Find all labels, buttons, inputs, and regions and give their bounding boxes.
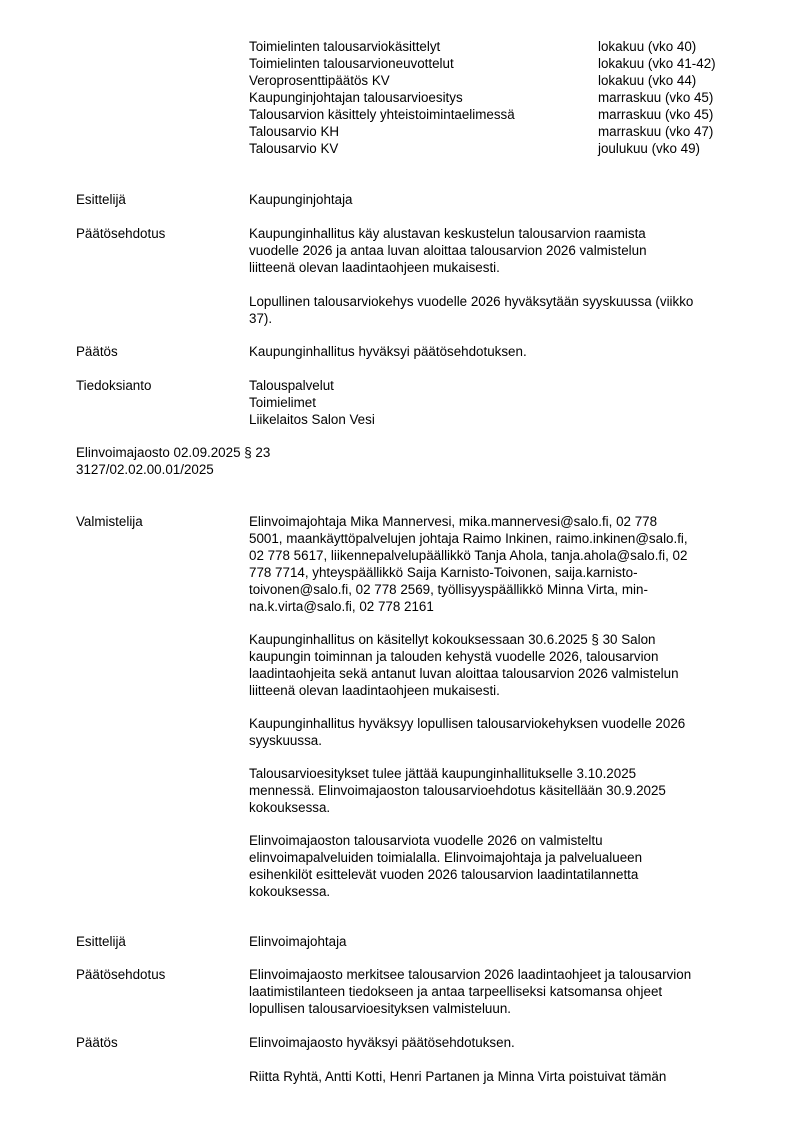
schedule-item: Veroprosenttipäätös KV: [249, 73, 390, 88]
schedule-time: marraskuu (vko 45): [598, 107, 714, 122]
schedule-time: marraskuu (vko 45): [598, 90, 714, 105]
paatosehdotus-line: Lopullinen talousarviokehys vuodelle 2026 hyväksytään syyskuussa (viikko: [249, 294, 694, 309]
esittelija-label: Esittelijä: [76, 192, 126, 207]
paragraph-line: kokouksessa.: [249, 800, 331, 815]
schedule-item: Talousarvion käsittely yhteistoimintaelimessä: [249, 107, 515, 122]
valmistelija-label: Valmistelija: [76, 514, 143, 529]
schedule-time: lokakuu (vko 41-42): [598, 56, 716, 71]
paragraph-line: Kaupunginhallitus on käsitellyt kokouksessaan 30.6.2025 § 30 Salon: [249, 632, 656, 647]
tiedoksianto-item: Toimielimet: [249, 395, 316, 410]
meeting-header: Elinvoimajaosto 02.09.2025 § 23: [76, 445, 271, 460]
paatosehdotus-line: Kaupunginhallitus käy alustavan keskustelun talousarvion raamista: [249, 226, 646, 241]
paragraph-line: Talousarvioesitykset tulee jättää kaupunginhallitukselle 3.10.2025: [249, 766, 637, 781]
esittelija-label: Esittelijä: [76, 934, 126, 949]
paragraph-line: kaupungin toiminnan ja talouden kehystä vuodelle 2026, talousarvion: [249, 649, 659, 664]
valmistelija-line: na.k.virta@salo.fi, 02 778 2161: [249, 599, 434, 614]
valmistelija-line: toivonen@salo.fi, 02 778 2569, työllisyyspäällikkö Minna Virta, min-: [249, 582, 648, 597]
paatosehdotus-label: Päätösehdotus: [76, 967, 166, 982]
paatosehdotus-line: laatimistilanteen tiedokseen ja antaa tarpeelliseksi katsomansa ohjeet: [249, 984, 663, 999]
paatos-value: Kaupunginhallitus hyväksyi päätösehdotuksen.: [249, 344, 527, 359]
schedule-time: lokakuu (vko 44): [598, 73, 697, 88]
schedule-item: Talousarvio KH: [249, 124, 340, 139]
paatosehdotus-line: Elinvoimajaosto merkitsee talousarvion 2026 laadintaohjeet ja talousarvion: [249, 967, 692, 982]
closing-line: Riitta Ryhtä, Antti Kotti, Henri Partanen ja Minna Virta poistuivat tämän: [249, 1069, 667, 1084]
paragraph-line: liitteenä olevan laadintaohjeen mukaisesti.: [249, 683, 500, 698]
tiedoksianto-label: Tiedoksianto: [76, 378, 152, 393]
paatosehdotus-line: vuodelle 2026 ja antaa luvan aloittaa talousarvion 2026 valmistelun: [249, 243, 647, 258]
schedule-item: Kaupunginjohtajan talousarvioesitys: [249, 90, 463, 105]
valmistelija-line: 5001, maankäyttöpalvelujen johtaja Raimo Inkinen, raimo.inkinen@salo.fi,: [249, 531, 688, 546]
diary-number: 3127/02.02.00.01/2025: [76, 462, 214, 477]
schedule-item: Toimielinten talousarviokäsittelyt: [249, 39, 441, 54]
esittelija-value: Elinvoimajohtaja: [249, 934, 347, 949]
paragraph-line: mennessä. Elinvoimajaoston talousarvioehdotus käsitellään 30.9.2025: [249, 783, 666, 798]
paatosehdotus-line: liitteenä olevan laadintaohjeen mukaisesti.: [249, 260, 500, 275]
valmistelija-line: 778 7714, yhteyspäällikkö Saija Karnisto-Toivonen, saija.karnisto-: [249, 565, 638, 580]
tiedoksianto-item: Liikelaitos Salon Vesi: [249, 412, 375, 427]
paatosehdotus-line: 37).: [249, 311, 273, 326]
paragraph-line: esihenkilöt esittelevät vuoden 2026 talousarvion laadintatilannetta: [249, 867, 639, 882]
paatos-value: Elinvoimajaosto hyväksyi päätösehdotuksen.: [249, 1035, 515, 1050]
schedule-time: lokakuu (vko 40): [598, 39, 697, 54]
schedule-time: marraskuu (vko 47): [598, 124, 714, 139]
paragraph-line: elinvoimapalveluiden toimialalla. Elinvoimajohtaja ja palvelualueen: [249, 850, 643, 865]
paatos-label: Päätös: [76, 344, 118, 359]
schedule-item: Talousarvio KV: [249, 141, 339, 156]
paragraph-line: Elinvoimajaoston talousarviota vuodelle 2026 on valmisteltu: [249, 833, 603, 848]
tiedoksianto-item: Talouspalvelut: [249, 378, 334, 393]
valmistelija-line: 02 778 5617, liikennepalvelupäällikkö Tanja Ahola, tanja.ahola@salo.fi, 02: [249, 548, 688, 563]
paatosehdotus-line: lopullisen talousarvioesityksen valmisteluun.: [249, 1001, 511, 1016]
esittelija-value: Kaupunginjohtaja: [249, 192, 353, 207]
paragraph-line: syyskuussa.: [249, 733, 322, 748]
paragraph-line: Kaupunginhallitus hyväksyy lopullisen talousarviokehyksen vuodelle 2026: [249, 716, 686, 731]
paatosehdotus-label: Päätösehdotus: [76, 226, 166, 241]
paragraph-line: laadintaohjeita sekä antanut luvan aloittaa talousarvion 2026 valmistelun: [249, 666, 679, 681]
paragraph-line: kokouksessa.: [249, 884, 331, 899]
valmistelija-line: Elinvoimajohtaja Mika Mannervesi, mika.mannervesi@salo.fi, 02 778: [249, 514, 658, 529]
schedule-time: joulukuu (vko 49): [598, 141, 700, 156]
paatos-label: Päätös: [76, 1035, 118, 1050]
schedule-item: Toimielinten talousarvioneuvottelut: [249, 56, 454, 71]
